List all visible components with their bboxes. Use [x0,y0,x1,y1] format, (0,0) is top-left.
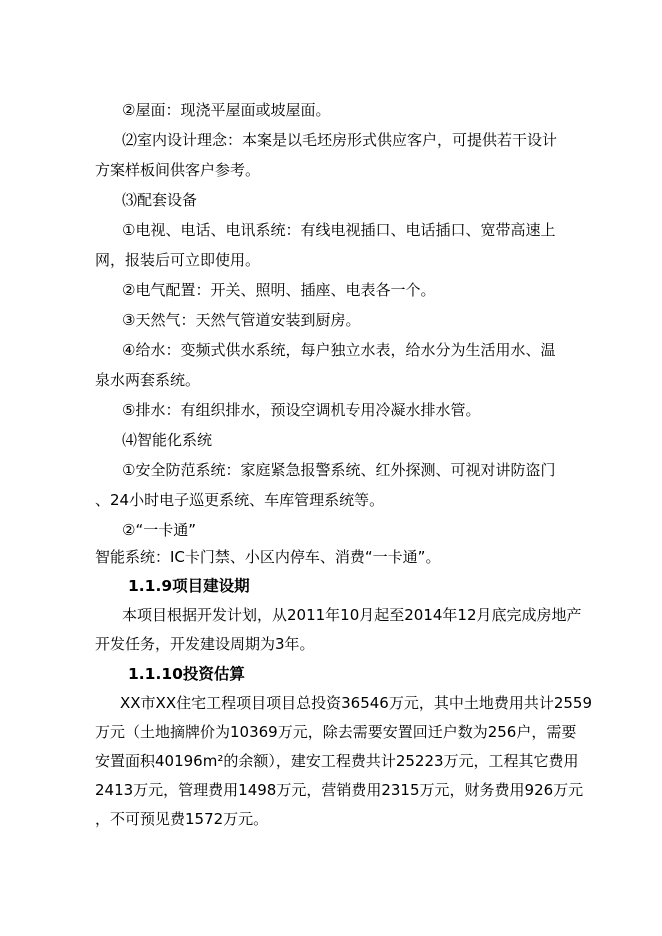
text-line-security: ①安全防范系统：家庭紧急报警系统、红外探测、可视对讲防盗门 [122,461,556,479]
text-line-drainage: ⑤排水：有组织排水，预设空调机专用冷凝水排水管。 [122,401,481,419]
text-line-interior-design-cont: 方案样板间供客户参考。 [95,161,261,179]
text-line-period-plan: 本项目根据开发计划，从2011年10月起至2014年12月底完成房地产 [122,606,582,624]
text-line-investment-5: ，不可预见费1572万元。 [95,810,269,828]
text-line-investment-2: 万元（土地摘牌价为10369万元，除去需要安置回迁户数为256户，需要 [95,723,577,741]
text-line-security-cont: 、24小时电子巡更系统、车库管理系统等。 [95,491,385,509]
text-line-investment-4: 2413万元，管理费用1498万元，营销费用2315万元，财务费用926万元 [95,781,584,799]
text-line-roof: ②屋面：现浇平屋面或坡屋面。 [122,101,331,119]
text-line-interior-design: ⑵室内设计理念：本案是以毛坯房形式供应客户，可提供若干设计 [122,131,558,149]
text-line-telecom-cont: 网，报装后可立即使用。 [95,251,261,269]
text-line-electrical: ②电气配置：开关、照明、插座、电表各一个。 [122,281,436,299]
text-line-smart-system: 智能系统：IC卡门禁、小区内停车、消费“一卡通”。 [95,548,441,566]
section-heading-construction-period: 1.1.9项目建设期 [128,577,250,595]
text-line-facilities-heading: ⑶配套设备 [122,191,198,209]
section-heading-investment-estimate: 1.1.10投资估算 [128,665,245,683]
text-line-water-supply-cont: 泉水两套系统。 [95,371,201,389]
text-line-smart-heading: ⑷智能化系统 [122,431,213,449]
text-line-investment-3: 安置面积40196m²的余额），建安工程费共计25223万元，工程其它费用 [95,752,579,770]
text-line-telecom: ①电视、电话、电讯系统：有线电视插口、电话插口、宽带高速上 [122,221,556,239]
text-line-one-card: ②“一卡通” [122,521,196,539]
text-line-period-plan-cont: 开发任务，开发建设周期为3年。 [95,635,315,653]
text-line-investment-1: XX市XX住宅工程项目项目总投资36546万元，其中土地费用共计2559 [120,694,592,712]
text-line-gas: ③天然气：天然气管道安装到厨房。 [122,311,361,329]
text-line-water-supply: ④给水：变频式供水系统，每户独立水表，给水分为生活用水、温 [122,341,556,359]
